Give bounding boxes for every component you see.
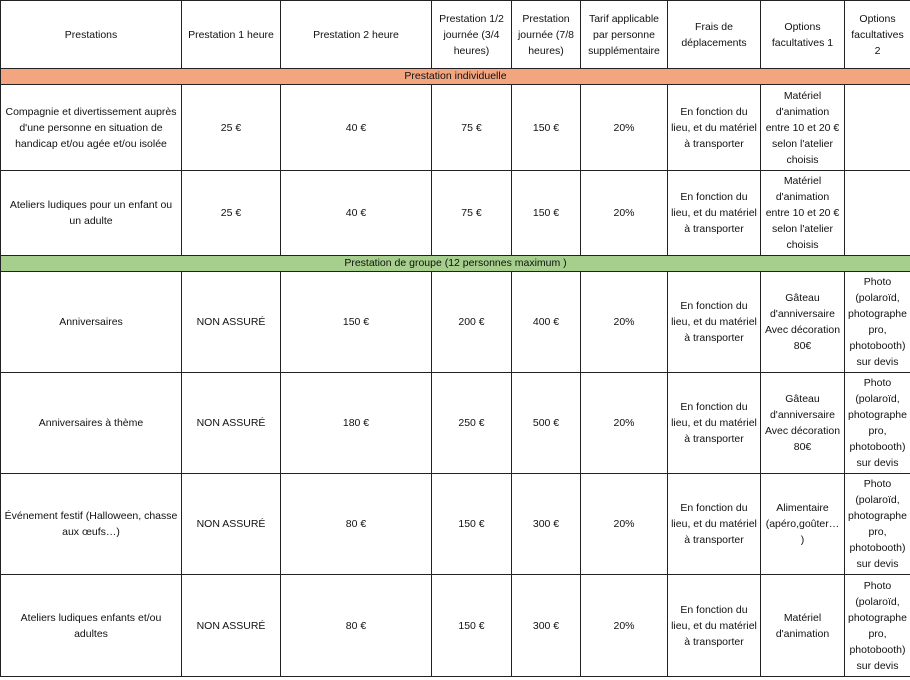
cell-extra-rate: 20% <box>581 272 668 373</box>
cell-travel-fees: En fonction du lieu, et du matériel à transporter <box>668 85 761 171</box>
cell-extra-rate: 20% <box>581 373 668 474</box>
cell-option-2: Photo (polaroïd, photographe pro, photobooth) sur devis <box>845 474 910 575</box>
cell-price-half-day: 75 € <box>432 85 512 171</box>
cell-option-2: Photo (polaroïd, photographe pro, photobooth) sur devis <box>845 373 910 474</box>
table-row <box>1 373 910 474</box>
cell-option-1: Matériel d'animation entre 10 et 20 € selon l'atelier choisis <box>761 85 845 171</box>
header-2-hours: Prestation 2 heure <box>281 1 432 69</box>
cell-option-2: Photo (polaroïd, photographe pro, photobooth) sur devis <box>845 575 910 677</box>
header-travel-fees: Frais de déplacements <box>668 1 761 69</box>
table-row <box>1 171 910 256</box>
cell-price-half-day: 150 € <box>432 575 512 677</box>
cell-price-1h: 25 € <box>182 171 281 256</box>
header-row <box>1 1 910 69</box>
header-full-day: Prestation journée (7/8 heures) <box>512 1 581 69</box>
header-1-hour: Prestation 1 heure <box>182 1 281 69</box>
cell-price-day: 300 € <box>512 575 581 677</box>
cell-prestation-name: Compagnie et divertissement auprès d'une personne en situation de handicap et/ou agée et/ou isolée <box>1 85 182 171</box>
header-options-2: Options facultatives 2 <box>845 1 910 69</box>
table-row <box>1 575 910 677</box>
section-title-individual: Prestation individuelle <box>1 69 910 85</box>
header-half-day: Prestation 1/2 journée (3/4 heures) <box>432 1 512 69</box>
cell-price-day: 300 € <box>512 474 581 575</box>
cell-price-2h: 80 € <box>281 474 432 575</box>
cell-prestation-name: Ateliers ludiques enfants et/ou adultes <box>1 575 182 677</box>
cell-price-half-day: 75 € <box>432 171 512 256</box>
cell-option-1: Matériel d'animation entre 10 et 20 € selon l'atelier choisis <box>761 171 845 256</box>
cell-option-2 <box>845 85 910 171</box>
cell-option-1: Gâteau d'anniversaire Avec décoration 80€ <box>761 373 845 474</box>
cell-price-2h: 80 € <box>281 575 432 677</box>
cell-price-2h: 150 € <box>281 272 432 373</box>
cell-extra-rate: 20% <box>581 171 668 256</box>
cell-price-1h: NON ASSURÉ <box>182 373 281 474</box>
cell-travel-fees: En fonction du lieu, et du matériel à transporter <box>668 171 761 256</box>
table-row <box>1 474 910 575</box>
cell-extra-rate: 20% <box>581 474 668 575</box>
section-row-group <box>1 256 910 272</box>
cell-prestation-name: Anniversaires <box>1 272 182 373</box>
cell-option-2: Photo (polaroïd, photographe pro, photobooth) sur devis <box>845 272 910 373</box>
cell-travel-fees: En fonction du lieu, et du matériel à transporter <box>668 474 761 575</box>
cell-option-1: Gâteau d'anniversaire Avec décoration 80€ <box>761 272 845 373</box>
cell-prestation-name: Anniversaires à thème <box>1 373 182 474</box>
header-prestations: Prestations <box>1 1 182 69</box>
cell-prestation-name: Événement festif (Halloween, chasse aux œufs…) <box>1 474 182 575</box>
cell-price-half-day: 200 € <box>432 272 512 373</box>
cell-travel-fees: En fonction du lieu, et du matériel à transporter <box>668 575 761 677</box>
cell-price-1h: NON ASSURÉ <box>182 575 281 677</box>
header-extra-person: Tarif applicable par personne supplémentaire <box>581 1 668 69</box>
cell-prestation-name: Ateliers ludiques pour un enfant ou un adulte <box>1 171 182 256</box>
cell-travel-fees: En fonction du lieu, et du matériel à transporter <box>668 373 761 474</box>
cell-price-day: 500 € <box>512 373 581 474</box>
cell-option-1: Matériel d'animation <box>761 575 845 677</box>
cell-price-2h: 40 € <box>281 171 432 256</box>
cell-price-day: 150 € <box>512 171 581 256</box>
cell-price-day: 400 € <box>512 272 581 373</box>
cell-price-2h: 180 € <box>281 373 432 474</box>
cell-price-2h: 40 € <box>281 85 432 171</box>
table-row <box>1 85 910 171</box>
section-title-group: Prestation de groupe (12 personnes maximum ) <box>1 256 910 272</box>
cell-travel-fees: En fonction du lieu, et du matériel à transporter <box>668 272 761 373</box>
table-row <box>1 272 910 373</box>
section-row-individual <box>1 69 910 85</box>
cell-option-2 <box>845 171 910 256</box>
cell-price-half-day: 150 € <box>432 474 512 575</box>
cell-extra-rate: 20% <box>581 575 668 677</box>
cell-price-1h: NON ASSURÉ <box>182 272 281 373</box>
cell-price-1h: 25 € <box>182 85 281 171</box>
cell-price-day: 150 € <box>512 85 581 171</box>
cell-option-1: Alimentaire (apéro,goûter… ) <box>761 474 845 575</box>
header-options-1: Options facultatives 1 <box>761 1 845 69</box>
cell-price-half-day: 250 € <box>432 373 512 474</box>
cell-price-1h: NON ASSURÉ <box>182 474 281 575</box>
cell-extra-rate: 20% <box>581 85 668 171</box>
